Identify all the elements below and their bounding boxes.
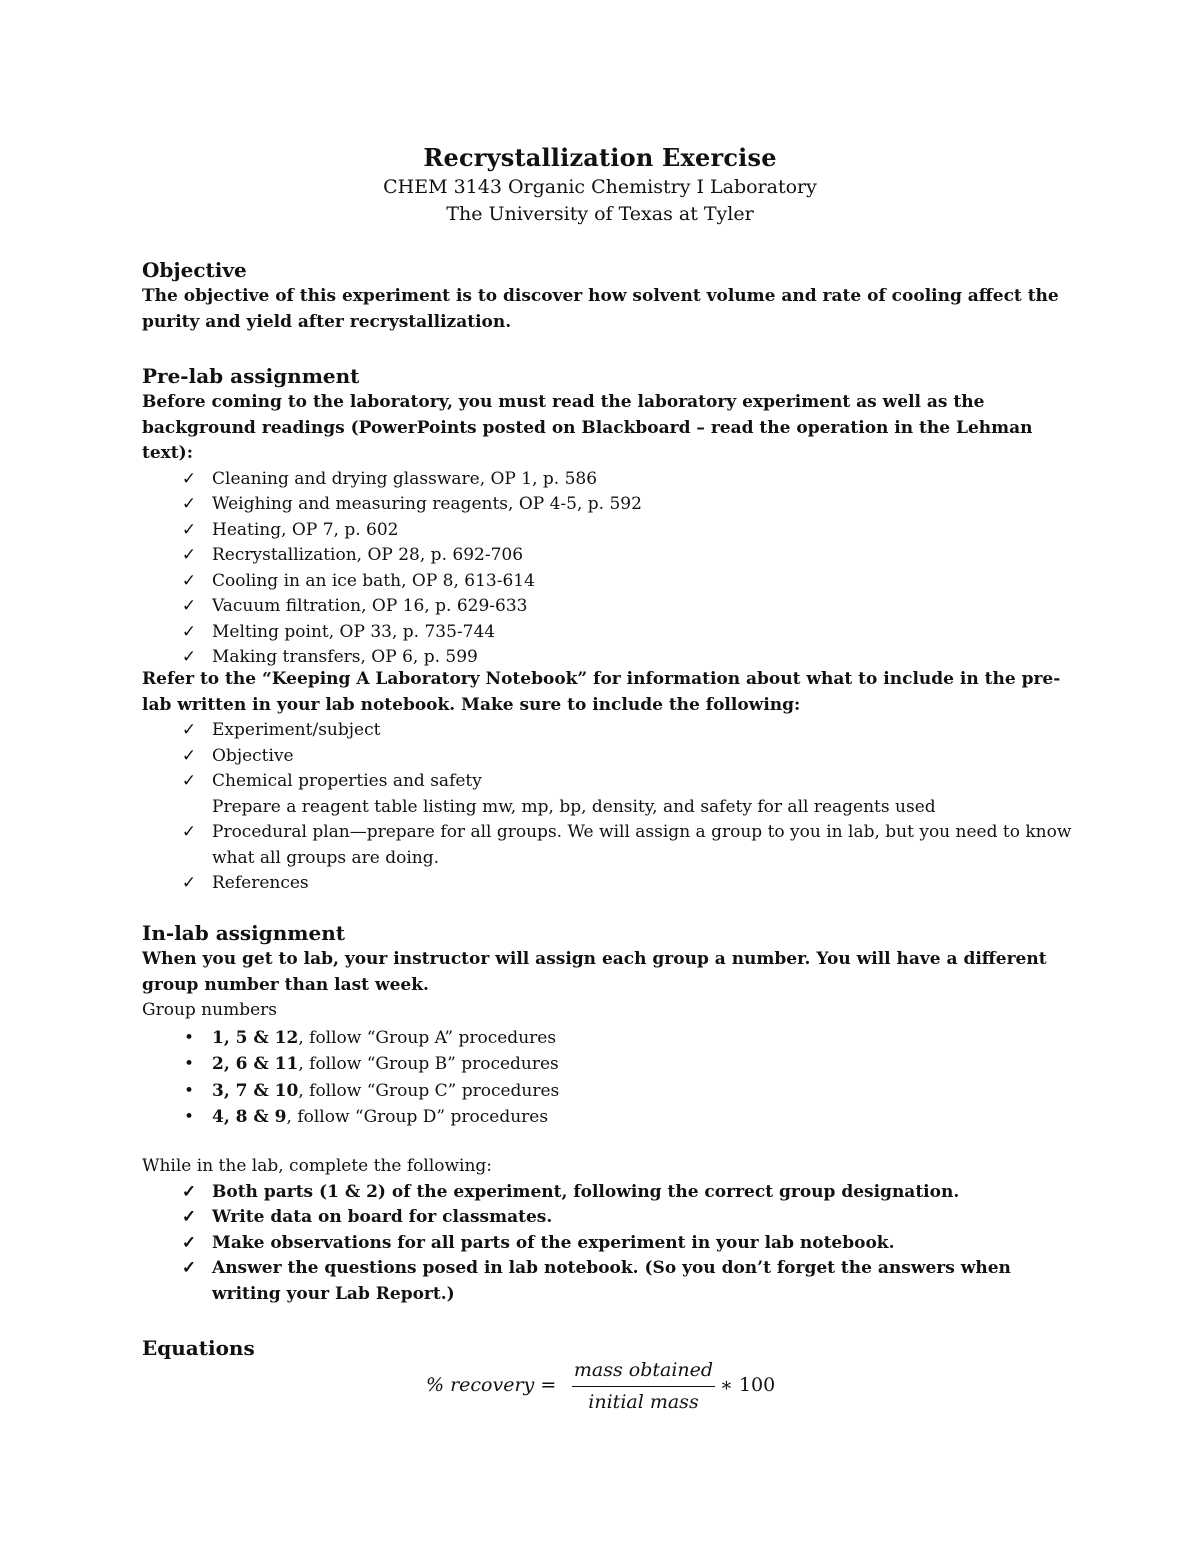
tasks-list xyxy=(142,1180,1072,1308)
check-icon: ✓ xyxy=(181,771,197,791)
notebook-intro: Refer to the “Keeping A Laboratory Notebook” for information about what to include in the pre-lab written in your lab notebook. Make sure to include the following: xyxy=(142,669,1061,715)
list-item: • 2, 6 & 11, follow “Group B” procedures xyxy=(142,1051,1072,1078)
bullet-icon: • xyxy=(183,1080,195,1101)
list-item: • 1, 5 & 12, follow “Group A” procedures xyxy=(142,1025,1072,1052)
objective-text: The objective of this experiment is to discover how solvent volume and rate of cooling affect the purity and yield after recrystallization. xyxy=(142,286,1059,332)
bullet-icon: • xyxy=(183,1027,195,1048)
check-icon: ✓ xyxy=(181,621,197,642)
list-item: ✓ Make observations for all parts of the experiment in your lab notebook. xyxy=(142,1231,1072,1257)
prelab-heading: Pre-lab assignment xyxy=(142,364,360,388)
notebook-list xyxy=(142,718,1072,897)
list-item: ✓ Vacuum filtration, OP 16, p. 629-633 xyxy=(142,594,1072,620)
list-item: ✓ Experiment/subject xyxy=(142,718,1072,744)
list-item: ✓ Making transfers, OP 6, p. 599 xyxy=(142,645,1072,671)
list-item-note: Prepare a reagent table listing mw, mp, bp, density, and safety for all reagents used xyxy=(212,796,936,817)
list-item: ✓ Both parts (1 & 2) of the experiment, following the correct group designation. xyxy=(142,1180,1072,1206)
equations-heading: Equations xyxy=(142,1336,255,1360)
check-icon: ✓ xyxy=(181,519,197,540)
list-item: ✓ Objective xyxy=(142,744,1072,770)
course-name: CHEM 3143 Organic Chemistry I Laboratory xyxy=(383,176,817,198)
check-icon: ✓ xyxy=(181,720,197,740)
list-item: ✓ Weighing and measuring reagents, OP 4-5, p. 592 xyxy=(142,492,1072,518)
check-icon: ✓ xyxy=(181,647,197,667)
list-item: ✓ Answer the questions posed in lab notebook. (So you don’t forget the answers when writing your Lab Report.) xyxy=(142,1256,1072,1307)
title-block xyxy=(0,142,1200,228)
objective-heading: Objective xyxy=(142,258,247,282)
list-item: ✓ Melting point, OP 33, p. 735-744 xyxy=(142,620,1072,646)
list-item: • 3, 7 & 10, follow “Group C” procedures xyxy=(142,1078,1072,1105)
equation-denominator: initial mass xyxy=(588,1391,699,1413)
groups-list xyxy=(142,1025,1072,1131)
prelab-intro: Before coming to the laboratory, you must read the laboratory experiment as well as the background readings (PowerPoints posted on Blackboard – read the operation in the Lehman text): xyxy=(142,392,1033,463)
equation-rhs: ∗ 100 xyxy=(720,1374,776,1396)
inlab-intro: When you get to lab, your instructor will assign each group a number. You will have a different group number than last week. xyxy=(142,949,1047,995)
check-icon: ✓ xyxy=(181,873,197,893)
list-item: ✓ Recrystallization, OP 28, p. 692-706 xyxy=(142,543,1072,569)
equation-lhs: % recovery = xyxy=(426,1374,557,1396)
check-icon: ✓ xyxy=(181,570,197,591)
check-icon: ✓ xyxy=(181,1207,197,1227)
fraction-bar xyxy=(572,1386,715,1387)
list-item: ✓ Write data on board for classmates. xyxy=(142,1205,1072,1231)
recovery-equation xyxy=(426,1356,826,1416)
readings-list xyxy=(142,467,1072,671)
list-item: ✓ Chemical properties and safety Prepare a reagent table listing mw, mp, bp, density, and safety for all reagents used xyxy=(142,769,1072,820)
equation-numerator: mass obtained xyxy=(573,1359,714,1381)
while-intro: While in the lab, complete the following: xyxy=(142,1156,493,1176)
list-item: ✓ Cleaning and drying glassware, OP 1, p. 586 xyxy=(142,467,1072,493)
objective-section xyxy=(142,256,1072,335)
check-icon: ✓ xyxy=(181,1181,197,1202)
check-icon: ✓ xyxy=(181,596,197,616)
check-icon: ✓ xyxy=(181,1232,197,1253)
list-item: ✓ Cooling in an ice bath, OP 8, 613-614 xyxy=(142,569,1072,595)
notebook-section xyxy=(142,667,1072,897)
groups-label: Group numbers xyxy=(142,1000,277,1020)
check-icon: ✓ xyxy=(181,468,197,489)
check-icon: ✓ xyxy=(181,745,197,766)
check-icon: ✓ xyxy=(181,494,197,514)
university-name: The University of Texas at Tyler xyxy=(446,203,754,225)
inlab-section xyxy=(142,919,1072,1131)
list-item: ✓ Heating, OP 7, p. 602 xyxy=(142,518,1072,544)
prelab-section xyxy=(142,362,1072,671)
equation-fraction xyxy=(572,1356,715,1415)
check-icon: ✓ xyxy=(181,822,197,842)
bullet-icon: • xyxy=(183,1054,195,1074)
while-section xyxy=(142,1154,1072,1307)
inlab-heading: In-lab assignment xyxy=(142,921,345,945)
bullet-icon: • xyxy=(183,1107,195,1127)
list-item: ✓ References xyxy=(142,871,1072,897)
document-title: Recrystallization Exercise xyxy=(423,143,777,172)
check-icon: ✓ xyxy=(181,545,197,565)
list-item: • 4, 8 & 9, follow “Group D” procedures xyxy=(142,1104,1072,1131)
check-icon: ✓ xyxy=(181,1258,197,1278)
list-item: ✓ Procedural plan—prepare for all groups. We will assign a group to you in lab, but you need to know what all groups are doing. xyxy=(142,820,1072,871)
